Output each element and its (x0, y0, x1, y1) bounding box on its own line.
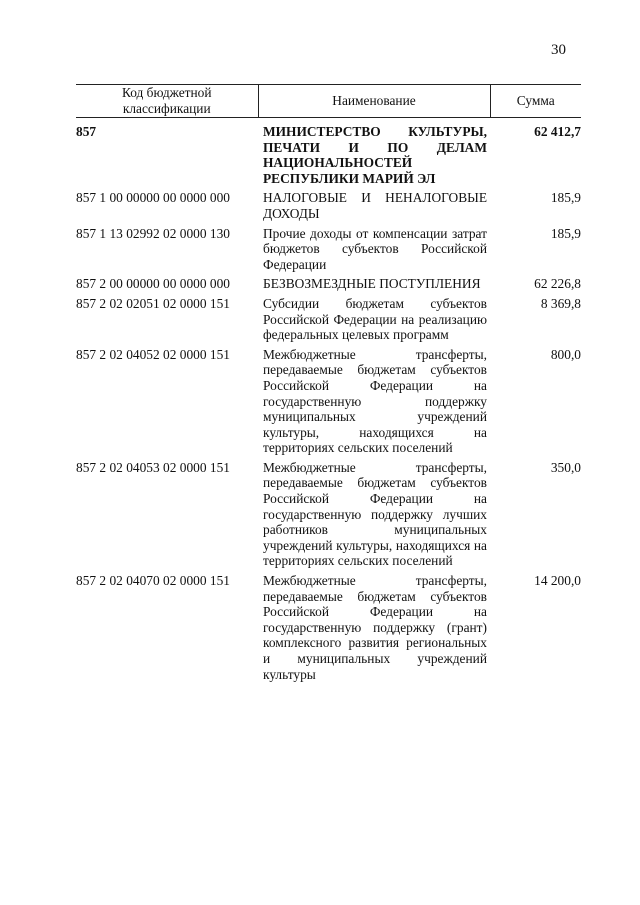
row-sum: 185,9 (550, 190, 581, 206)
row-name: Межбюджетные трансферты, передаваемые бюджетам субъектов Российской Федерации на государственную поддержку муниципальных учреждений культуры, находящихся на территориях сельских поселений (263, 346, 487, 456)
table-row (76, 296, 581, 347)
row-sum: 800,0 (550, 346, 581, 362)
table-row (76, 460, 581, 573)
row-sum: 350,0 (550, 459, 581, 475)
row-code: 857 2 00 00000 00 0000 000 (76, 276, 230, 292)
page-number: 30 (551, 42, 566, 58)
row-name: Межбюджетные трансферты, передаваемые бюджетам субъектов Российской Федерации на государственную поддержку лучших работников муниципальных учреждений культуры, находящихся на территориях сельских поселений (263, 459, 487, 569)
row-sum: 62 412,7 (534, 124, 581, 139)
row-code: 857 2 02 04052 02 0000 151 (76, 346, 230, 362)
row-code: 857 (76, 124, 97, 139)
table-body (76, 118, 581, 687)
table-row (76, 276, 581, 296)
row-code: 857 1 00 00000 00 0000 000 (76, 190, 230, 206)
row-code: 857 2 02 04053 02 0000 151 (76, 459, 230, 475)
budget-table (76, 84, 581, 686)
header-code: Код бюджетной классификации (76, 85, 258, 118)
row-sum: 8 369,8 (540, 295, 581, 311)
table-row (76, 347, 581, 460)
row-code: 857 2 02 04070 02 0000 151 (76, 573, 230, 589)
row-sum: 14 200,0 (534, 573, 581, 589)
row-sum: 62 226,8 (534, 276, 581, 292)
row-name: Прочие доходы от компенсации затрат бюджетов субъектов Российской Федерации (263, 225, 487, 272)
row-sum: 185,9 (550, 225, 581, 241)
table-row (76, 573, 581, 686)
row-name: Субсидии бюджетам субъектов Российской Федерации на реализацию федеральных целевых программ (263, 295, 487, 343)
header-name: Наименование (258, 85, 490, 118)
row-code: 857 1 13 02992 02 0000 130 (76, 225, 230, 241)
row-name: НАЛОГОВЫЕ И НЕНАЛОГОВЫЕ ДОХОДЫ (263, 190, 487, 221)
row-name: МИНИСТЕРСТВО КУЛЬТУРЫ, ПЕЧАТИ И ПО ДЕЛАМ НАЦИОНАЛЬНОСТЕЙ РЕСПУБЛИКИ МАРИЙ ЭЛ (263, 124, 487, 186)
row-name: Межбюджетные трансферты, передаваемые бюджетам субъектов Российской Федерации на государственную поддержку (грант) комплексного развития региональных и муниципальных учреждений культуры (263, 573, 487, 682)
table-row (76, 118, 581, 191)
table-row (76, 226, 581, 277)
row-name: БЕЗВОЗМЕЗДНЫЕ ПОСТУПЛЕНИЯ (263, 276, 481, 292)
table-row (76, 190, 581, 225)
table-header (76, 85, 581, 118)
row-code: 857 2 02 02051 02 0000 151 (76, 295, 230, 311)
header-sum: Сумма (490, 85, 581, 118)
